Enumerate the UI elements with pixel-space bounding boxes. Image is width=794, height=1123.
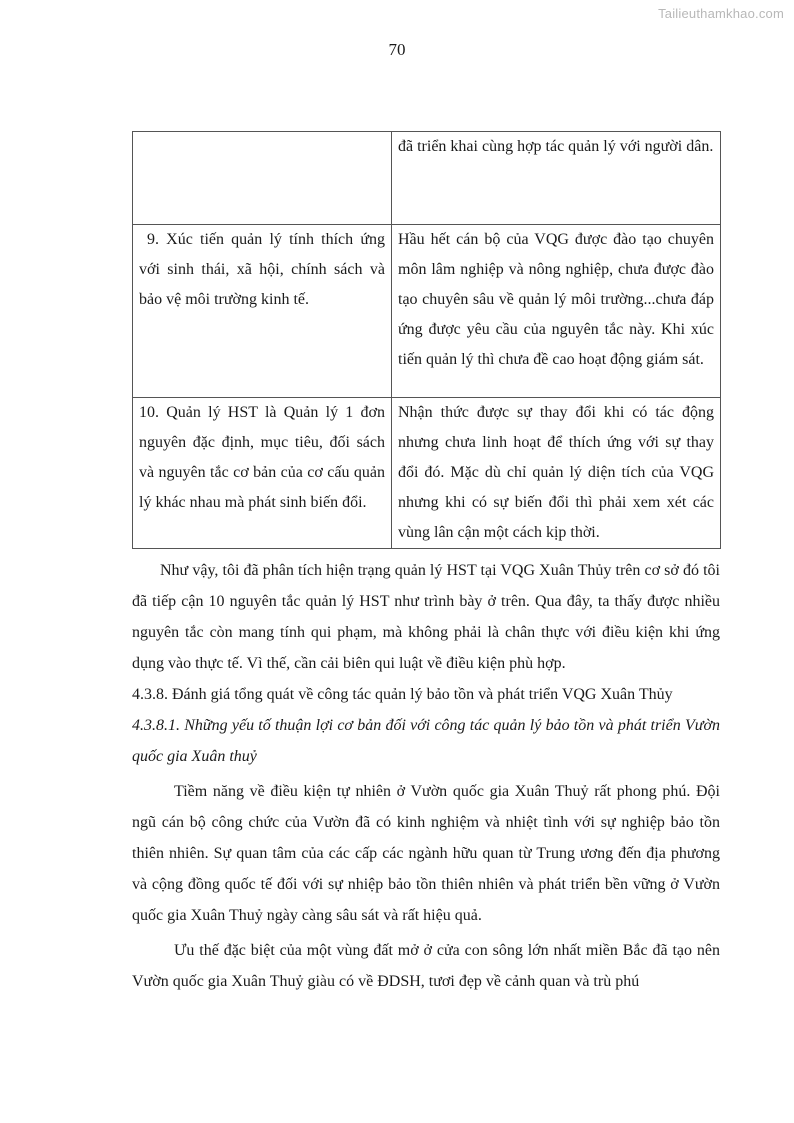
principles-table (132, 131, 721, 549)
table-cell-assessment: Hầu hết cán bộ của VQG được đào tạo chuyên môn lâm nghiệp và nông nghiệp, chưa được đào tạo chuyên sâu về quản lý môi trường...chưa đáp ứng được yêu cầu của nguyên tắc này. Khi xúc tiến quản lý thì chưa đề cao hoạt động giám sát. (392, 225, 721, 398)
table-cell-principle: 9. Xúc tiến quản lý tính thích ứng với sinh thái, xã hội, chính sách và bảo vệ môi trường kinh tế. (133, 225, 392, 398)
table-row (133, 398, 721, 549)
body-text (132, 555, 720, 997)
page-number: 70 (388, 40, 406, 59)
table-row (133, 132, 721, 225)
table-row (133, 225, 721, 398)
paragraph-conclusion: Như vậy, tôi đã phân tích hiện trạng quản lý HST tại VQG Xuân Thủy trên cơ sở đó tôi đã tiếp cận 10 nguyên tắc quản lý HST như trình bày ở trên. Qua đây, ta thấy được nhiều nguyên tắc còn mang tính qui phạm, mà không phải là chân thực với điều kiện khi ứng dụng vào thực tế. Vì thế, cần cải biên qui luật về điều kiện phù hợp. (132, 562, 720, 672)
table-cell-principle: 10. Quản lý HST là Quản lý 1 đơn nguyên đặc định, mục tiêu, đối sách và nguyên tắc cơ bản của cơ cấu quản lý khác nhau mà phát sinh biến đổi. (133, 398, 392, 549)
table-cell-assessment: Nhận thức được sự thay đổi khi có tác động nhưng chưa linh hoạt để thích ứng với sự thay đổi đó. Mặc dù chỉ quản lý diện tích của VQG nhưng khi có sự biến đổi thì phải xem xét các vùng lân cận một cách kịp thời. (392, 398, 721, 549)
watermark-text: Tailieuthamkhao.com (658, 6, 784, 21)
table-cell-assessment: đã triển khai cùng hợp tác quản lý với người dân. (392, 132, 721, 225)
paragraph-potential: Tiềm năng về điều kiện tự nhiên ở Vườn quốc gia Xuân Thuỷ rất phong phú. Đội ngũ cán bộ công chức của Vườn đã có kinh nghiệm và nhiệt tình với sự nghiệp bảo tồn thiên nhiên. Sự quan tâm của các cấp các ngành hữu quan từ Trung ương đến địa phương và cộng đồng quốc tế đối với sự nhiệp bảo tồn thiên nhiên và phát triển bền vững ở Vườn quốc gia Xuân Thuỷ ngày càng sâu sát và rất hiệu quả. (132, 783, 720, 924)
section-heading-4-3-8-1: 4.3.8.1. Những yếu tố thuận lợi cơ bản đối với công tác quản lý bảo tồn và phát triển Vườn quốc gia Xuân thuỷ (132, 717, 720, 765)
section-heading-4-3-8: 4.3.8. Đánh giá tổng quát về công tác quản lý bảo tồn và phát triển VQG Xuân Thủy (132, 686, 673, 703)
table-cell-principle (133, 132, 392, 225)
paragraph-advantage: Ưu thế đặc biệt của một vùng đất mở ở cửa con sông lớn nhất miền Bắc đã tạo nên Vườn quốc gia Xuân Thuỷ giàu có về ĐDSH, tươi đẹp về cảnh quan và trù phú (132, 942, 720, 990)
